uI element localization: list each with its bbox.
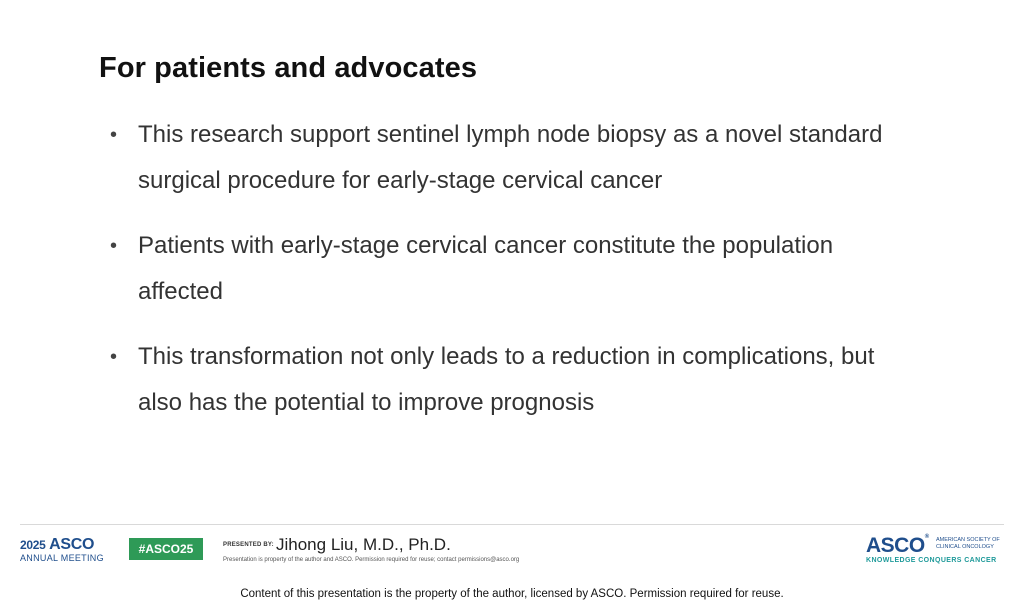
- presented-by-label: PRESENTED BY:: [223, 542, 274, 548]
- bullet-text-line: also has the potential to improve prognosis: [138, 389, 595, 416]
- meeting-subtitle: ANNUAL MEETING: [20, 553, 104, 563]
- bullet-item: [110, 112, 960, 204]
- copyright-notice: Content of this presentation is the property of the author, licensed by ASCO. Permission required for reuse.: [240, 588, 784, 600]
- bullet-list: [110, 112, 960, 445]
- presenter-name: Jihong Liu, M.D., Ph.D.: [276, 535, 451, 554]
- slide-title: For patients and advocates: [99, 52, 478, 84]
- meeting-brand: ASCO: [49, 536, 95, 553]
- bullet-text-line: This research support sentinel lymph node biopsy as a novel standard: [138, 121, 883, 148]
- slide-footer: [0, 526, 1024, 613]
- bullet-item: [110, 223, 960, 315]
- meeting-year: 2025: [20, 538, 46, 552]
- bullet-text-line: affected: [138, 278, 223, 305]
- bullet-marker: •: [110, 346, 118, 368]
- bullet-text-line: surgical procedure for early-stage cervical cancer: [138, 167, 663, 194]
- asco-logo: [866, 534, 1006, 566]
- asco-society-name: AMERICAN SOCIETY OF CLINICAL ONCOLOGY: [936, 537, 1000, 550]
- hashtag-badge: #ASCO25: [129, 538, 203, 560]
- bullet-text-line: This transformation not only leads to a reduction in complications, but: [138, 343, 875, 370]
- bullet-text-line: Patients with early-stage cervical cancer constitute the population: [138, 232, 834, 259]
- asco-wordmark: ASCO®: [866, 534, 929, 557]
- footer-divider: [20, 524, 1004, 525]
- asco-tagline: KNOWLEDGE CONQUERS CANCER: [866, 557, 997, 564]
- presenter-permission-note: Presentation is property of the author and ASCO. Permission required for reuse; contact permissions@asco.org: [223, 557, 520, 563]
- bullet-marker: •: [110, 235, 118, 257]
- bullet-item: [110, 334, 960, 426]
- asco-annual-meeting-logo: [20, 537, 115, 564]
- bullet-marker: •: [110, 124, 118, 146]
